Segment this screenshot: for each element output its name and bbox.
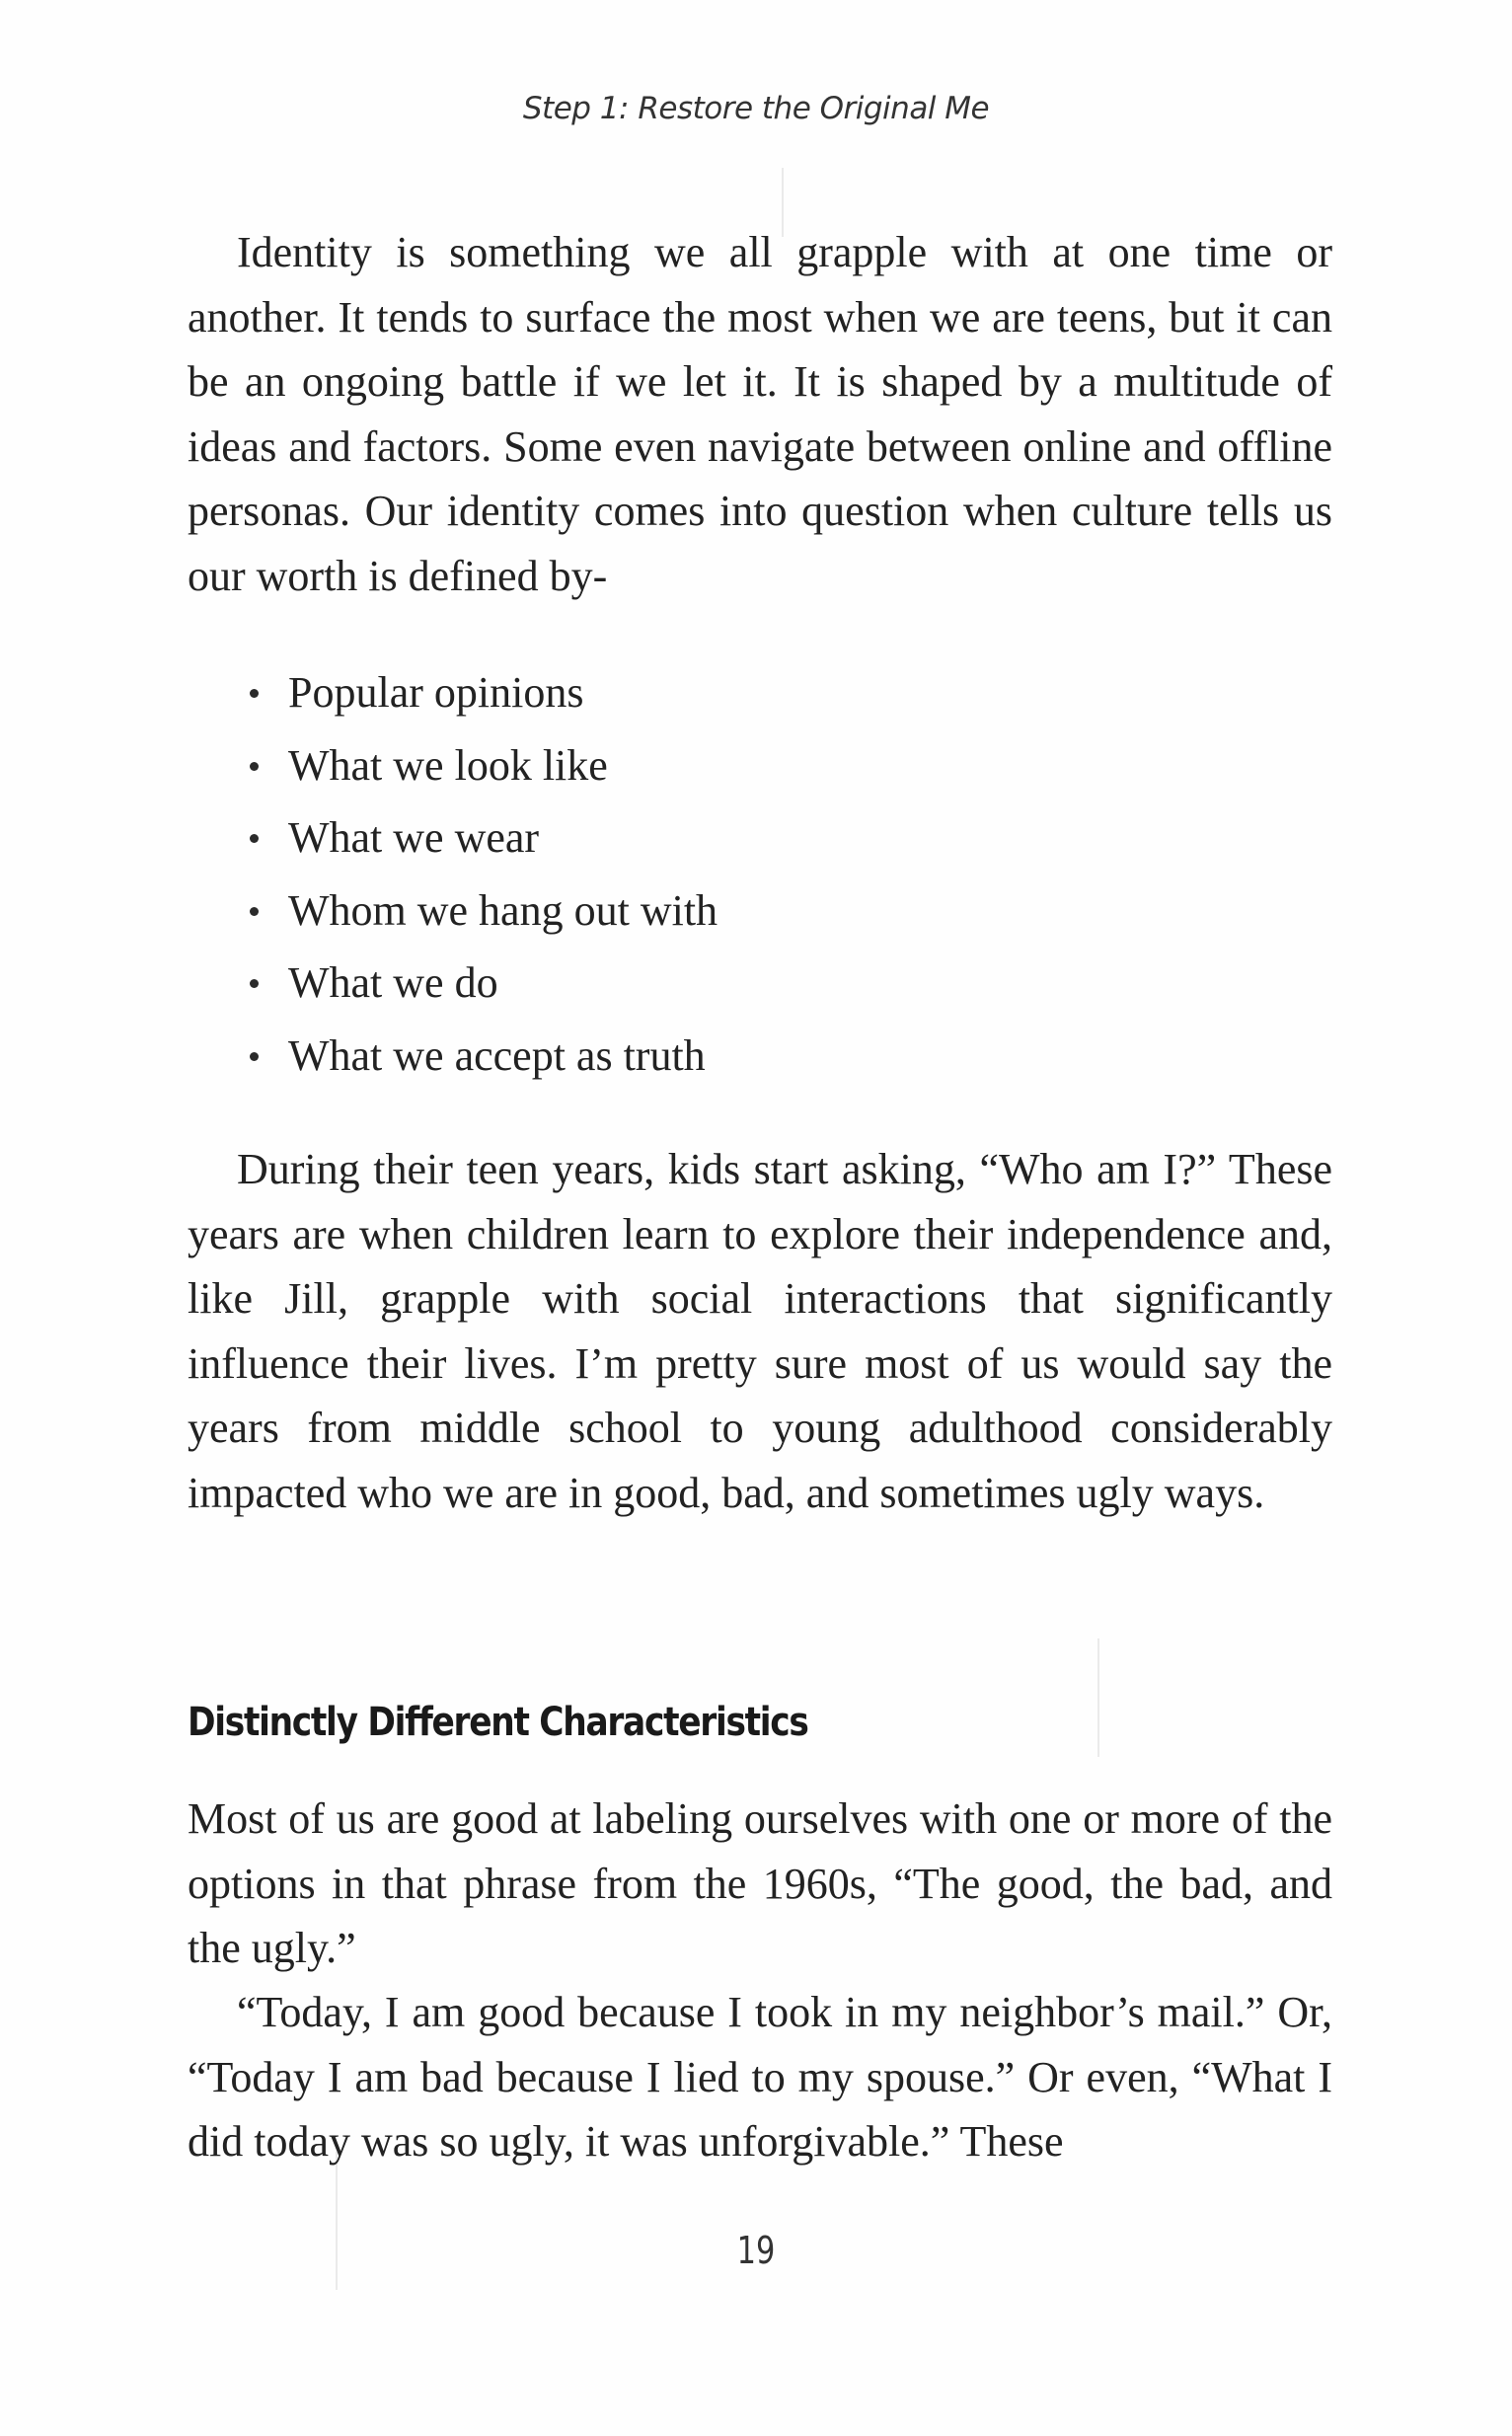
running-head: Step 1: Restore the Original Me — [522, 91, 990, 126]
list-item — [245, 656, 718, 729]
paragraph-labeling — [188, 1787, 1332, 1981]
bullet-dot-icon — [250, 762, 259, 771]
scan-artifact — [336, 2152, 338, 2290]
bullet-dot-icon — [250, 907, 259, 916]
list-item-text: What we wear — [288, 813, 540, 862]
page-number: 19 — [736, 2229, 776, 2272]
paragraph-identity-text: Identity is something we all grapple with at one time or another. It tends to surface the most when we are teens, but it can be an ongoing battle if we let it. It is shaped by a multitude of ideas and factors. Some even navigate between online and offline personas. Our identity comes into question when culture tells us our worth is defined by- — [188, 228, 1332, 600]
paragraph-examples — [188, 1980, 1332, 2174]
list-item — [245, 875, 718, 948]
list-item-text: Whom we hang out with — [288, 885, 718, 935]
list-item — [245, 801, 718, 875]
paragraph-identity — [188, 220, 1332, 608]
list-item — [245, 729, 718, 802]
list-item-text: What we accept as truth — [288, 1030, 706, 1080]
bullet-list — [245, 656, 718, 1092]
bullet-dot-icon — [250, 1052, 259, 1061]
list-item — [245, 1020, 718, 1093]
bullet-dot-icon — [250, 689, 259, 698]
scan-artifact — [1097, 1638, 1099, 1757]
list-item-text: What we do — [288, 958, 498, 1007]
scan-artifact — [782, 168, 784, 237]
paragraph-teen-years — [188, 1137, 1332, 1525]
paragraph-teen-years-text: During their teen years, kids start asking, “Who am I?” These years are when children learn to explore their independence and, like Jill, grapple with social interactions that significantly influence their lives. I’m pretty sure most of us would say the years from middle school to young adulthood considerably impacted who we are in good, bad, and sometimes ugly ways. — [188, 1145, 1332, 1517]
bullet-dot-icon — [250, 834, 259, 843]
section-heading: Distinctly Different Characteristics — [188, 1700, 808, 1745]
list-item — [245, 947, 718, 1020]
paragraph-labeling-text: Most of us are good at labeling ourselves with one or more of the options in that phrase from the 1960s, “The good, the bad, and the ugly.” — [188, 1794, 1332, 1972]
list-item-text: Popular opinions — [288, 668, 584, 717]
paragraph-examples-text: “Today, I am good because I took in my neighbor’s mail.” Or, “Today I am bad because I lied to my spouse.” Or even, “What I did today was so ugly, it was unforgivable.” These — [188, 1988, 1332, 2166]
list-item-text: What we look like — [288, 740, 608, 790]
bullet-dot-icon — [250, 979, 259, 988]
